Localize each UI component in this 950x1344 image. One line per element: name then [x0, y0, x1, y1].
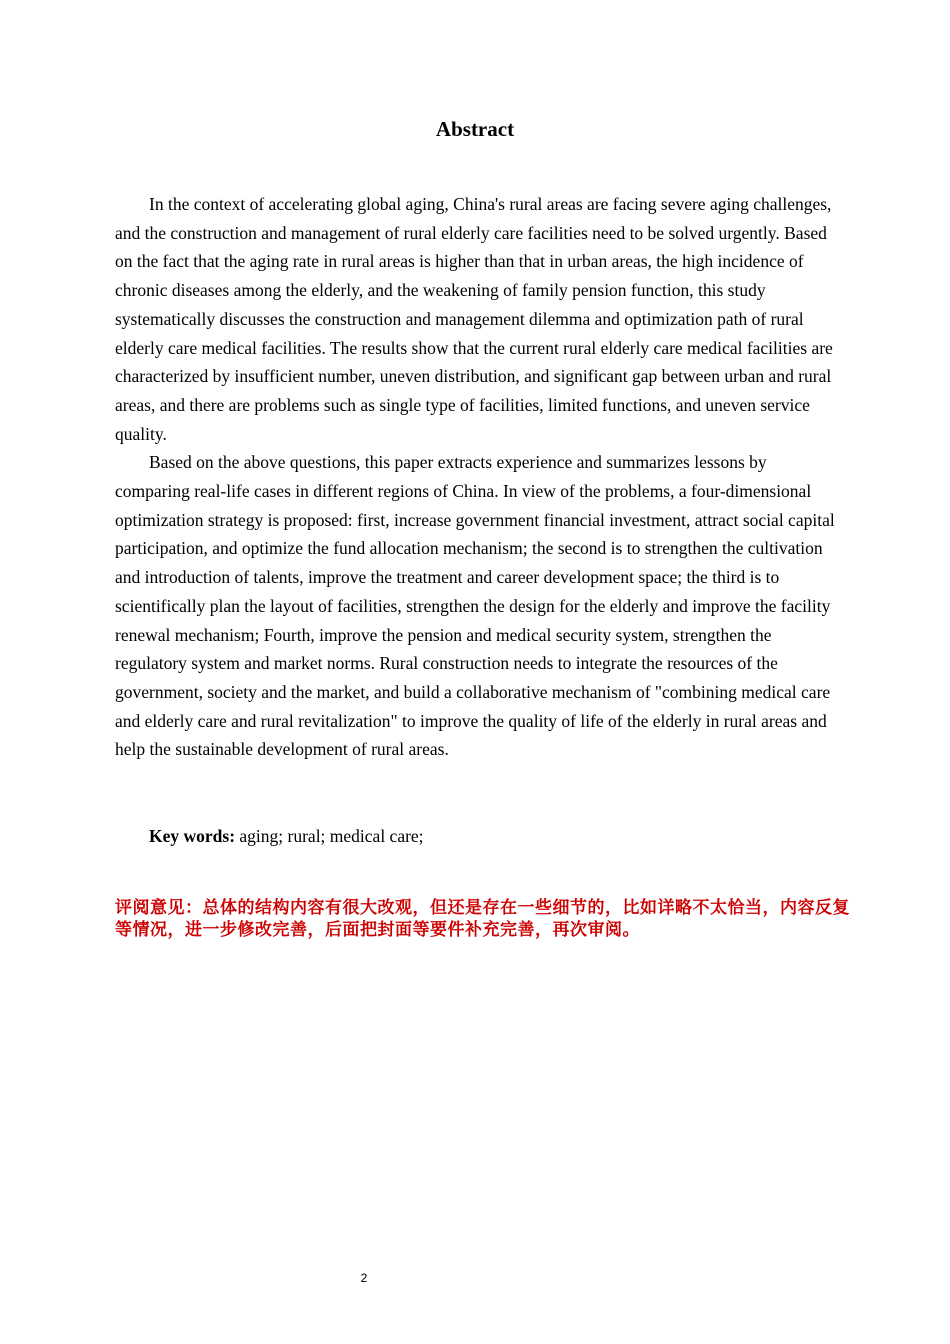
abstract-title: Abstract: [435, 117, 515, 141]
keywords-value: aging; rural; medical care;: [235, 826, 424, 846]
abstract-body: [115, 190, 839, 764]
abstract-paragraph-1: In the context of accelerating global aging, China's rural areas are facing severe aging challenges, and the construction and management of rural elderly care facilities need to be solved urgently. Based on the fact that the aging rate in rural areas is higher than that in urban areas, the high incidence of chronic diseases among the elderly, and the weakening of family pension function, this study systematically discusses the construction and management dilemma and optimization path of rural elderly care medical facilities. The results show that the current rural elderly care medical facilities are characterized by insufficient number, uneven distribution, and significant gap between urban and rural areas, and there are problems such as single type of facilities, limited functions, and uneven service quality.: [115, 194, 833, 444]
abstract-paragraph-2: Based on the above questions, this paper extracts experience and summarizes lessons by comparing real-life cases in different regions of China. In view of the problems, a four-dimensional optimization strategy is proposed: first, increase government financial investment, attract social capital participation, and optimize the fund allocation mechanism; the second is to strengthen the cultivation and introduction of talents, improve the treatment and career development space; the third is to scientifically plan the layout of facilities, strengthen the design for the elderly and improve the facility renewal mechanism; Fourth, improve the pension and medical security system, strengthen the regulatory system and market norms. Rural construction needs to integrate the resources of the government, society and the market, and build a collaborative mechanism of "combining medical care and elderly care and rural revitalization" to improve the quality of life of the elderly in rural areas and help the sustainable development of rural areas.: [115, 452, 835, 760]
page-number: 2: [360, 1271, 368, 1285]
keywords-line: [149, 822, 424, 850]
keywords-label: Key words:: [149, 826, 236, 846]
review-comment: 评阅意见：总体的结构内容有很大改观，但还是存在一些细节的，比如详略不太恰当，内容反复等情况，进一步修改完善，后面把封面等要件补充完善，再次审阅。: [115, 898, 850, 940]
